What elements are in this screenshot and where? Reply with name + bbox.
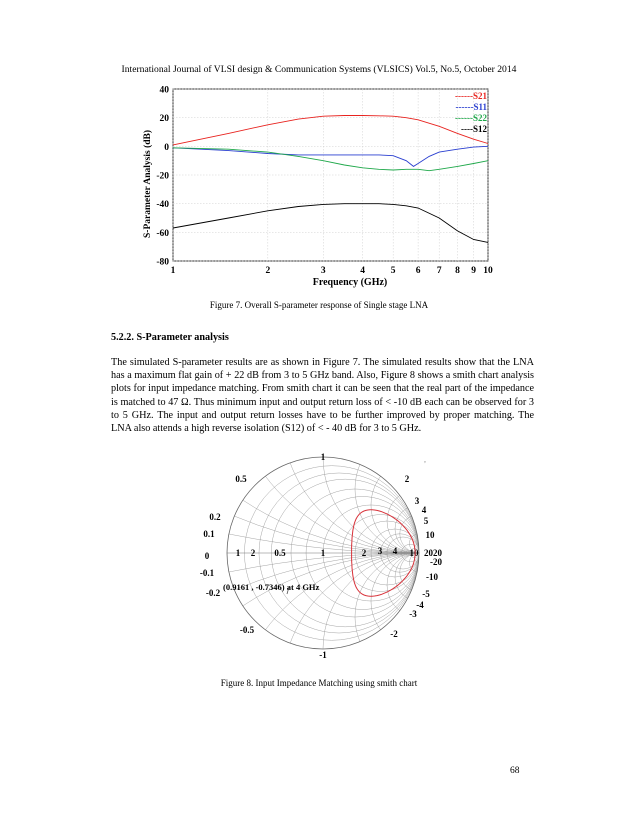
x-tick-label: 2 bbox=[265, 266, 271, 276]
x-tick-label: 10 bbox=[483, 266, 493, 276]
smith-label: 0 bbox=[204, 551, 210, 561]
chart-legend bbox=[455, 91, 487, 134]
legend-entry: ------S21 bbox=[455, 91, 487, 101]
smith-label: 10 bbox=[425, 530, 435, 540]
smith-label: 1 bbox=[320, 452, 326, 462]
smith-label: 1 bbox=[235, 548, 241, 558]
reactance-arc bbox=[227, 452, 475, 553]
reactance-arc bbox=[355, 553, 475, 662]
smith-label: 0.1 bbox=[203, 529, 215, 539]
x-tick-label: 6 bbox=[415, 266, 421, 276]
body-paragraph: The simulated S-parameter results are as shown in Figure 7. The simulated results show that the LNA has a maximum flat gain of + 22 dB from 3 to 5 GHz band. Also, Figure 8 shows a smith chart analysis plots for input impedance matching. From smith chart it can be seen that the real part of the impedance is matched to 47 Ω. Thus minimum input and output return loss of < -10 dB each can be observed for 3 to 5 GHz. The input and output return losses have to be further improved by proper matching. The LNA also attends a high reverse isolation (S12) of < - 40 dB for 3 to 5 GHz. bbox=[111, 357, 534, 435]
series-line bbox=[173, 148, 488, 171]
x-tick-label: 1 bbox=[170, 266, 176, 276]
x-tick-label: 3 bbox=[320, 266, 326, 276]
smith-chart bbox=[195, 452, 475, 662]
smith-label: 0.2 bbox=[209, 512, 221, 522]
smith-label: 4 bbox=[421, 505, 427, 515]
smith-label: -0.1 bbox=[199, 568, 215, 578]
x-tick-label: 4 bbox=[360, 266, 366, 276]
y-tick-label: -20 bbox=[156, 171, 169, 182]
smith-label: 1 bbox=[320, 548, 326, 558]
reactance-arc bbox=[195, 553, 475, 662]
series-line bbox=[173, 116, 488, 145]
x-axis-label: Frequency (GHz) bbox=[312, 277, 388, 288]
smith-label: 2 bbox=[250, 548, 256, 558]
smith-label: 5 bbox=[423, 516, 429, 526]
smith-label: -10 bbox=[426, 572, 438, 582]
legend-entry: ------S22 bbox=[455, 113, 487, 123]
series-line bbox=[173, 204, 488, 243]
smith-label: 10 bbox=[409, 548, 419, 558]
smith-label: 0.5 bbox=[235, 474, 247, 484]
smith-label: -1 bbox=[319, 650, 327, 660]
figure-7-caption: Figure 7. Overall S-parameter response of Single stage LNA bbox=[209, 300, 429, 310]
smith-label: -2 bbox=[390, 629, 398, 639]
reactance-arc bbox=[195, 553, 475, 662]
y-tick-label: -80 bbox=[156, 257, 169, 268]
smith-label: 4 bbox=[392, 546, 398, 556]
smith-label: 0.5 bbox=[274, 548, 286, 558]
chart-grid bbox=[173, 89, 488, 261]
journal-header: International Journal of VLSI design & Communication Systems (VLSICS) Vol.5, No.5, October 2014 bbox=[121, 64, 517, 75]
smith-label: 2 bbox=[404, 474, 410, 484]
x-tick-label: 7 bbox=[436, 266, 442, 276]
reactance-arc bbox=[282, 452, 475, 553]
x-tick-label: 5 bbox=[390, 266, 396, 276]
marker bbox=[223, 582, 320, 594]
x-tick-label: 8 bbox=[455, 266, 460, 276]
y-tick-label: -60 bbox=[156, 228, 169, 239]
legend-entry: ------S11 bbox=[455, 102, 487, 112]
smith-label: 2020 bbox=[424, 548, 442, 558]
smith-label: -3 bbox=[409, 609, 417, 619]
legend-entry: ----S12 bbox=[461, 124, 487, 134]
smith-label: -20 bbox=[430, 557, 442, 567]
reactance-arc bbox=[195, 553, 475, 662]
s-parameter-chart bbox=[130, 84, 500, 294]
smith-label: -4 bbox=[416, 600, 424, 610]
y-tick-label: 20 bbox=[159, 114, 169, 125]
smith-label: -5 bbox=[422, 589, 430, 599]
y-axis-label: S-Parameter Analysis (dB) bbox=[143, 129, 153, 239]
page-number: 68 bbox=[510, 766, 520, 776]
y-axis-title bbox=[142, 130, 153, 238]
smith-label: -0.5 bbox=[239, 625, 255, 635]
section-title: 5.2.2. S-Parameter analysis bbox=[111, 332, 229, 343]
series-lines bbox=[173, 116, 488, 243]
x-tick-labels bbox=[171, 266, 493, 276]
smith-label: 3 bbox=[414, 496, 420, 506]
reactance-arc bbox=[282, 553, 475, 662]
x-tick-label: 9 bbox=[471, 266, 476, 276]
reactance-arc bbox=[227, 553, 475, 662]
marker-label: (0.9161 , -0.7346) at 4 GHz bbox=[223, 582, 320, 592]
y-tick-label: 40 bbox=[159, 85, 169, 96]
smith-label: -0.2 bbox=[205, 588, 221, 598]
figure-8-caption: Figure 8. Input Impedance Matching using smith chart bbox=[220, 678, 418, 688]
smith-label: 3 bbox=[377, 546, 383, 556]
y-tick-labels bbox=[156, 86, 169, 268]
smith-label: 2 bbox=[361, 548, 367, 558]
stray-mark: , bbox=[424, 455, 426, 464]
y-tick-label: -40 bbox=[156, 200, 169, 211]
y-tick-label: 0 bbox=[164, 142, 169, 153]
